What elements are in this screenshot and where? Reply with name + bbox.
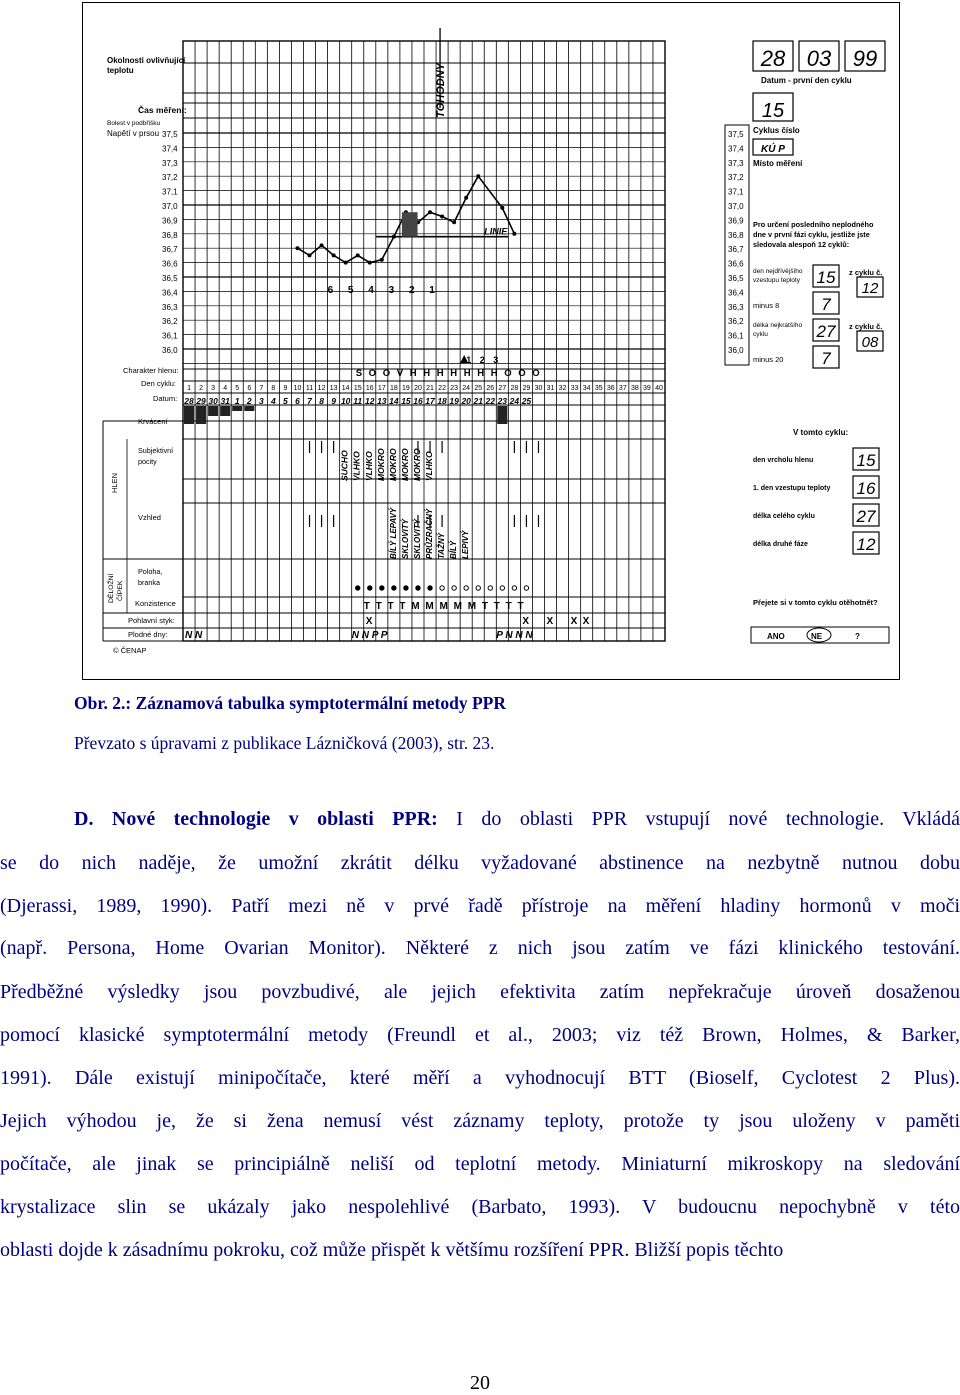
temp-label-left: 37,3 <box>162 158 178 168</box>
paragraph-line: (Djerassi, 1989, 1990). Patří mezi ně v prvé řadě přístroje na měření hladiny hormonů v moči <box>0 895 960 917</box>
label-consistency: Konzistence <box>135 599 176 608</box>
temp-label-left: 36,1 <box>162 331 178 341</box>
day-number: 37 <box>618 385 627 392</box>
handwritten-date: 12 <box>365 396 375 406</box>
copyright-text: © ČENAP <box>113 646 147 655</box>
day-number: 13 <box>329 385 338 392</box>
day-number: 4 <box>223 385 228 392</box>
temp-label-left: 36,7 <box>162 245 178 255</box>
temp-label-right: 37,2 <box>728 173 744 183</box>
day-number: 25 <box>474 385 483 392</box>
day-number: 14 <box>341 385 350 392</box>
handwritten-date: 9 <box>331 396 336 406</box>
handwritten-date: 6 <box>295 396 300 406</box>
cycle-number-label: Cyklus číslo <box>753 126 800 135</box>
bleeding-mark <box>208 406 218 416</box>
cervix-dot <box>404 586 408 590</box>
sensation-word: MOKRO <box>411 448 422 481</box>
temp-label-right: 37,3 <box>728 158 744 168</box>
cervix-dot <box>488 586 492 590</box>
fertile-days-mark: N N <box>185 630 203 641</box>
day-number: 22 <box>438 385 446 392</box>
day-number: 15 <box>353 385 362 392</box>
sensation-word: MOKRO <box>399 448 410 481</box>
this-cycle-value: 15 <box>856 451 876 470</box>
temp-label-right: 36,0 <box>728 346 744 355</box>
handwritten-date: 24 <box>509 396 520 406</box>
calc-value: 7 <box>821 295 831 314</box>
day-number: 34 <box>582 385 591 392</box>
label-date: Datum: <box>153 394 178 403</box>
temp-label-right: 36,5 <box>728 274 744 283</box>
bleeding-mark <box>184 406 194 424</box>
handwritten-date: 1 <box>234 396 240 406</box>
calc-cycle-value: 08 <box>861 334 879 351</box>
day-number: 24 <box>462 385 471 392</box>
fertile-days-mark: N N P P <box>351 630 388 641</box>
temp-label-right: 36,2 <box>728 317 744 327</box>
sensation-word: VLHKO <box>424 451 434 481</box>
temp-label-left: 37,1 <box>162 187 178 197</box>
handwritten-date: 22 <box>485 396 496 406</box>
cervix-consistency: T T T T M M M M M T T T T <box>363 601 526 612</box>
calc-label: minus 8 <box>753 301 780 310</box>
day-number: 20 <box>414 385 422 392</box>
handwritten-date: 18 <box>437 396 447 406</box>
cervix-dot <box>452 586 456 590</box>
day-number: 1 <box>187 385 191 392</box>
appearance-word: LEPIVÝ <box>461 530 471 559</box>
pregnancy-option: ANO <box>767 632 785 641</box>
temp-label-left: 36,3 <box>162 302 178 312</box>
vertical-note: TOHODNY <box>435 63 448 118</box>
temp-label-left: 37,5 <box>162 130 178 139</box>
day-number: 32 <box>558 385 567 392</box>
temp-label-left: 36,4 <box>162 288 178 298</box>
temp-label-right: 37,0 <box>728 202 744 211</box>
paragraph-line <box>74 807 960 831</box>
intercourse-mark: X <box>522 616 530 627</box>
temp-label-left: 37,4 <box>162 144 178 154</box>
calc-value: 7 <box>821 349 831 368</box>
day-number: 29 <box>522 385 531 392</box>
cervix-dot <box>524 586 528 590</box>
handwritten-date: 25 <box>521 396 532 406</box>
calc-label: délka nejkratšího <box>753 322 803 329</box>
label-breast: Napětí v prsou <box>107 129 160 138</box>
handwritten-date: 21 <box>473 396 483 406</box>
pregnancy-option: ? <box>855 632 860 641</box>
date-box-label: Datum - první den cyklu <box>761 76 852 85</box>
day-number: 21 <box>426 385 434 392</box>
appearance-word: BÍLÝ LEPAVÝ <box>388 507 398 559</box>
symptothermal-chart-form <box>83 3 899 679</box>
calc-value: 27 <box>816 322 836 341</box>
appearance-word: SKLOVITÝ <box>400 518 410 559</box>
intercourse-mark: X <box>570 616 578 627</box>
day-number: 8 <box>271 385 276 392</box>
this-cycle-row-label: délka druhé fáze <box>753 541 808 548</box>
temp-label-left: 36,2 <box>162 317 178 327</box>
paragraph-line: Jejich výhodou je, že si žena nemusí vést záznamy teploty, protože ty jsou uloženy v paměti <box>0 1110 960 1132</box>
handwritten-date: 7 <box>307 396 312 406</box>
day-number: 39 <box>643 385 651 392</box>
day-number: 31 <box>546 385 555 392</box>
calc-label: vzestupu teploty <box>753 277 800 284</box>
peak-numbers: 1 2 3 <box>466 355 502 365</box>
date-box-value: 03 <box>806 46 832 71</box>
temp-label-right: 36,4 <box>728 288 744 298</box>
bleeding-mark <box>196 406 206 424</box>
instructions-text: sledovala alespoň 12 cyklů: <box>753 240 850 249</box>
this-cycle-row-label: den vrcholu hlenu <box>753 457 814 464</box>
appearance-word: PRŮZRAČNÝ <box>425 508 434 559</box>
paragraph-line: počítače, ale jinak se principiálně neliší od teplotní metody. Miniaturní mikroskopy na sledování <box>0 1153 960 1175</box>
bleeding-mark <box>244 406 254 411</box>
day-number: 9 <box>283 385 288 392</box>
label-cycle-day: Den cyklu: <box>141 379 177 388</box>
day-number: 17 <box>377 385 386 392</box>
label-intercourse: Pohlavní styk: <box>128 616 175 625</box>
cervix-dot <box>380 586 384 590</box>
handwritten-date: 11 <box>353 396 363 406</box>
handwritten-date: 16 <box>413 396 423 406</box>
fertile-days-mark: P N N N <box>496 630 533 641</box>
paragraph-line: 1991). Dále existují minipočítače, které měří a vyhodnocují BTT (Bioself, Cyclotest 2 Plus). <box>0 1067 960 1089</box>
cervix-dot <box>356 586 360 590</box>
temp-label-right: 36,7 <box>728 245 744 255</box>
cycle-number-value: 15 <box>761 100 785 122</box>
label-bleeding: Krvácení <box>138 417 168 426</box>
handwritten-date: 31 <box>220 396 230 406</box>
appearance-word: SKLOVITÝ <box>412 518 422 559</box>
temp-label-right: 37,5 <box>728 130 744 139</box>
temp-label-right: 36,6 <box>728 259 744 269</box>
label-appearance: Vzhled <box>138 513 161 522</box>
this-cycle-label: V tomto cyklu: <box>793 428 849 437</box>
label-sensation: Subjektivní <box>138 446 174 455</box>
calc-cycle-value: 12 <box>861 280 879 297</box>
temp-label-right: 37,1 <box>728 187 744 197</box>
day-number: 23 <box>450 385 459 392</box>
label-pain: Bolest v podbřišku <box>107 120 161 127</box>
day-number: 5 <box>235 385 240 392</box>
appearance-word: BÍLÝ <box>449 540 459 559</box>
day-number: 11 <box>305 385 314 392</box>
handwritten-date: 10 <box>340 396 351 406</box>
temp-label-left: 36,9 <box>162 216 178 226</box>
instructions-text: dne v první fázi cyklu, jestliže jste <box>753 230 870 239</box>
day-number: 36 <box>606 385 615 392</box>
sensation-word: MOKRO <box>375 448 386 481</box>
low-temp-numbers: 6 5 4 3 2 1 <box>327 285 441 296</box>
pregnancy-option: NE <box>811 632 823 641</box>
date-box-value: 99 <box>852 46 878 71</box>
cervix-dot <box>500 586 504 590</box>
bleeding-mark <box>220 406 230 416</box>
intercourse-mark: X <box>582 616 590 627</box>
bleeding-mark <box>497 406 507 424</box>
label-mucus-char: Charakter hlenu: <box>123 366 179 375</box>
calc-cycle-label: z cyklu č. <box>849 268 883 277</box>
temp-label-left: 36,8 <box>162 230 178 240</box>
page-number: 20 <box>470 1372 490 1394</box>
day-number: 6 <box>247 385 252 392</box>
this-cycle-row-label: délka celého cyklu <box>753 513 815 520</box>
sensation-word: VLHKO <box>351 451 362 481</box>
label-circumstances: teplotu <box>107 66 134 75</box>
handwritten-date: 13 <box>377 396 387 406</box>
handwritten-date: 2 <box>246 396 252 406</box>
place-label: Místo měření <box>753 159 803 168</box>
cervix-dot <box>440 586 444 590</box>
cervix-dot <box>428 586 432 590</box>
day-number: 38 <box>630 385 639 392</box>
this-cycle-row-label: 1. den vzestupu teploty <box>753 485 831 492</box>
label-mucus: HLEN <box>110 472 119 493</box>
appearance-word: TAŽNÝ <box>437 532 447 559</box>
paragraph-line: se do nich naděje, že umožní zkrátit délku vyžadované abstinence na nezbytně nutnou dobu <box>0 852 960 874</box>
label-cervix: DĚLOŽNÍ <box>108 573 115 603</box>
label-position: branka <box>138 578 160 587</box>
label-cervix: ČÍPEK <box>117 580 124 601</box>
handwritten-date: 3 <box>258 396 264 406</box>
day-number: 12 <box>317 385 326 392</box>
sensation-word: SUCHO <box>339 450 350 481</box>
temp-label-right: 36,9 <box>728 216 744 226</box>
day-number: 2 <box>199 385 204 392</box>
this-cycle-value: 27 <box>856 507 876 526</box>
paragraph-line: Předběžné výsledky jsou povzbudivé, ale jejich efektivita zatím nepřekračuje úroveň dosaženou <box>0 981 960 1003</box>
label-fertile: Plodné dny: <box>128 630 168 639</box>
temp-label-right: 37,4 <box>728 144 744 154</box>
cervix-dot <box>464 586 468 590</box>
intercourse-mark: X <box>546 616 554 627</box>
label-sensation: pocity <box>138 457 157 466</box>
intercourse-mark: X <box>365 616 373 627</box>
day-number: 7 <box>259 385 264 392</box>
day-number: 19 <box>402 385 410 392</box>
day-number: 30 <box>534 385 543 392</box>
handwritten-date: 28 <box>184 396 194 406</box>
this-cycle-value: 12 <box>856 535 876 554</box>
handwritten-date: 17 <box>425 396 435 406</box>
calc-label: den nejdřívějšího <box>753 268 803 275</box>
handwritten-date: 8 <box>319 396 324 406</box>
temp-label-left: 36,0 <box>162 346 178 355</box>
bleeding-mark <box>232 406 242 411</box>
temp-label-left: 36,5 <box>162 274 178 283</box>
calc-value: 15 <box>816 268 836 287</box>
handwritten-date: 14 <box>389 396 399 406</box>
cervix-dot <box>392 586 396 590</box>
cover-line-label: LINIE <box>484 226 508 237</box>
day-number: 40 <box>655 385 663 392</box>
paragraph-line: (např. Persona, Home Ovarian Monitor). Některé z nich jsou zatím ve fázi klinického testování. <box>0 937 960 959</box>
paragraph-line: pomocí klasické symptotermální metody (Freundl et al., 2003; viz též Brown, Holmes, & Barker, <box>0 1024 960 1046</box>
mucus-characters: S O O V H H H H H H H O O O <box>355 368 542 379</box>
paragraph-line: krystalizace slin se ukázaly jako nespolehlivé (Barbato, 1993). V budoucnu nepochybně v této <box>0 1196 960 1218</box>
day-number: 26 <box>486 385 495 392</box>
handwritten-date: 19 <box>449 396 459 406</box>
day-number: 33 <box>570 385 579 392</box>
temp-label-left: 37,2 <box>162 173 178 183</box>
day-number: 3 <box>211 385 216 392</box>
place-value: KÚ P <box>761 144 785 155</box>
section-heading: D. Nové technologie v oblasti PPR: <box>74 808 438 830</box>
cervix-dot <box>476 586 480 590</box>
chart-record-figure <box>82 2 900 680</box>
pregnancy-question: Přejete si v tomto cyklu otěhotnět? <box>753 598 878 607</box>
calc-label: minus 20 <box>753 355 784 364</box>
label-time: Čas měření: <box>138 105 187 115</box>
this-cycle-value: 16 <box>856 479 876 498</box>
temp-label-right: 36,8 <box>728 230 744 240</box>
day-number: 16 <box>365 385 374 392</box>
sensation-word: VLHKO <box>363 451 374 481</box>
temp-label-left: 36,6 <box>162 259 178 269</box>
day-number: 27 <box>498 385 507 392</box>
figure-caption-title: Obr. 2.: Záznamová tabulka symptotermální metody PPR <box>74 693 506 713</box>
sensation-word: MOKRO <box>387 448 398 481</box>
day-number: 18 <box>389 385 398 392</box>
temp-label-right: 36,3 <box>728 302 744 312</box>
cervix-dot <box>512 586 516 590</box>
day-number: 35 <box>594 385 603 392</box>
handwritten-date: 4 <box>271 396 276 406</box>
figure-caption-source: Převzato s úpravami z publikace Lázničková (2003), str. 23. <box>74 733 495 753</box>
instructions-text: Pro určení posledního neplodného <box>753 220 874 229</box>
cervix-dot <box>416 586 420 590</box>
date-box-value: 28 <box>760 46 786 71</box>
day-number: 28 <box>510 385 519 392</box>
temp-label-right: 36,1 <box>728 331 744 341</box>
calc-cycle-label: z cyklu č. <box>849 322 883 331</box>
handwritten-date: 29 <box>196 396 206 406</box>
peak-hatch <box>402 212 418 236</box>
cervix-dot <box>368 586 372 590</box>
handwritten-date: 30 <box>208 396 218 406</box>
label-circumstances: Okolnosti ovlivňující <box>107 56 186 65</box>
day-number: 10 <box>293 385 302 392</box>
calc-label: cyklu <box>753 331 768 338</box>
paragraph-line: oblasti dojde k zásadnímu pokroku, což může přispět k většímu rozšíření PPR. Bližší popis těchto <box>0 1239 784 1261</box>
paragraph-text: I do oblasti PPR vstupují nové technologie. Vkládá <box>437 808 960 830</box>
handwritten-date: 20 <box>461 396 471 406</box>
temp-label-left: 37,0 <box>162 202 178 211</box>
label-position: Poloha, <box>138 567 163 576</box>
handwritten-date: 5 <box>283 396 288 406</box>
handwritten-date: 23 <box>497 396 508 406</box>
handwritten-date: 15 <box>401 396 411 406</box>
